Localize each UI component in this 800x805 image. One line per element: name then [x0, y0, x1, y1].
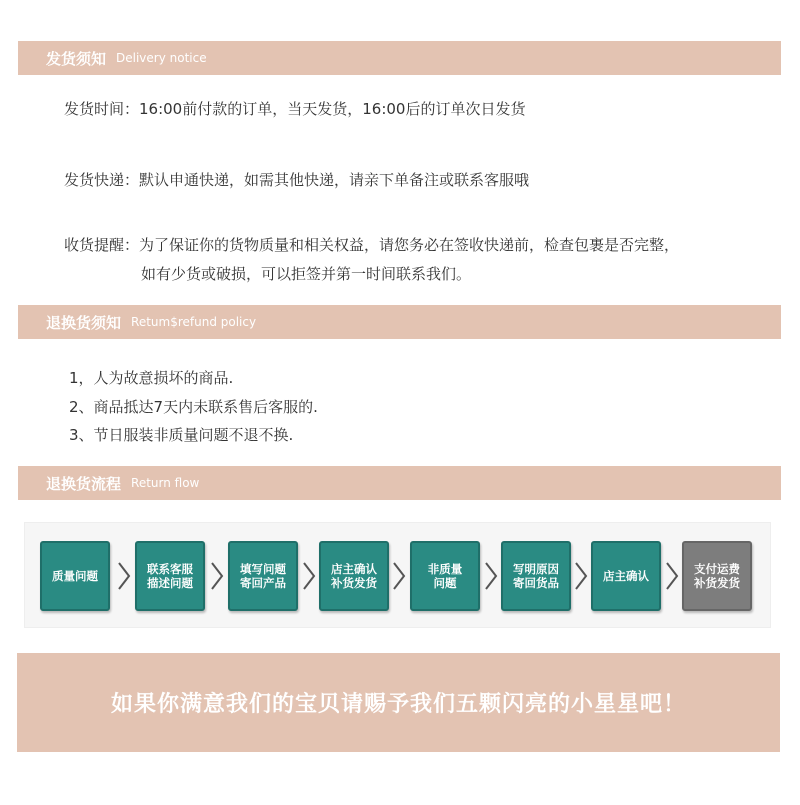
flow-step-return-product: 填写问题 寄回产品 [228, 541, 298, 611]
delivery-courier-text: 发货快递：默认申通快递，如需其他快递，请亲下单备注或联系客服哦 [64, 171, 530, 189]
receipt-reminder-text: 收货提醒：为了保证你的货物质量和相关权益，请您务必在签收快递前，检查包裹是否完整， [64, 236, 680, 254]
delivery-notice-title: 发货须知 [46, 49, 107, 68]
chevron-right-icon [664, 561, 680, 591]
delivery-notice-header [18, 41, 781, 75]
flow-step-owner-confirm-reship: 店主确认 补货发货 [319, 541, 389, 611]
delivery-notice-subtitle: Delivery notice [116, 51, 207, 65]
chevron-right-icon [391, 561, 407, 591]
chevron-right-icon [573, 561, 589, 591]
flow-step-contact-service: 联系客服 描述问题 [135, 541, 205, 611]
refund-policy-subtitle: Retum$refund policy [131, 315, 257, 329]
refund-item: 1，人为故意损坏的商品. [69, 369, 234, 387]
delivery-time-text: 发货时间：16:00前付款的订单，当天发货，16:00后的订单次日发货 [64, 100, 526, 118]
chevron-right-icon [209, 561, 225, 591]
rating-request-banner [17, 653, 780, 752]
chevron-right-icon [301, 561, 317, 591]
refund-policy-header [18, 305, 781, 339]
flow-step-non-quality-issue: 非质量 问题 [410, 541, 480, 611]
return-flow-diagram [24, 522, 771, 628]
refund-policy-title: 退换货须知 [46, 313, 122, 332]
refund-item: 3、节日服装非质量问题不退不换. [69, 426, 294, 444]
flow-step-note-reason-return: 写明原因 寄回货品 [501, 541, 571, 611]
flow-step-pay-shipping-reship: 支付运费 补货发货 [682, 541, 752, 611]
chevron-right-icon [483, 561, 499, 591]
receipt-reminder-text-cont: 如有少货或破损，可以拒签并第一时间联系我们。 [141, 265, 472, 283]
flow-step-quality-issue: 质量问题 [40, 541, 110, 611]
rating-request-text: 如果你满意我们的宝贝请赐予我们五颗闪亮的小星星吧！ [110, 692, 686, 717]
flow-step-owner-confirm: 店主确认 [591, 541, 661, 611]
return-flow-subtitle: Return flow [131, 476, 200, 490]
chevron-right-icon [116, 561, 132, 591]
refund-item: 2、商品抵达7天内未联系售后客服的. [69, 398, 318, 416]
return-flow-header [18, 466, 781, 500]
return-flow-title: 退换货流程 [46, 474, 122, 493]
